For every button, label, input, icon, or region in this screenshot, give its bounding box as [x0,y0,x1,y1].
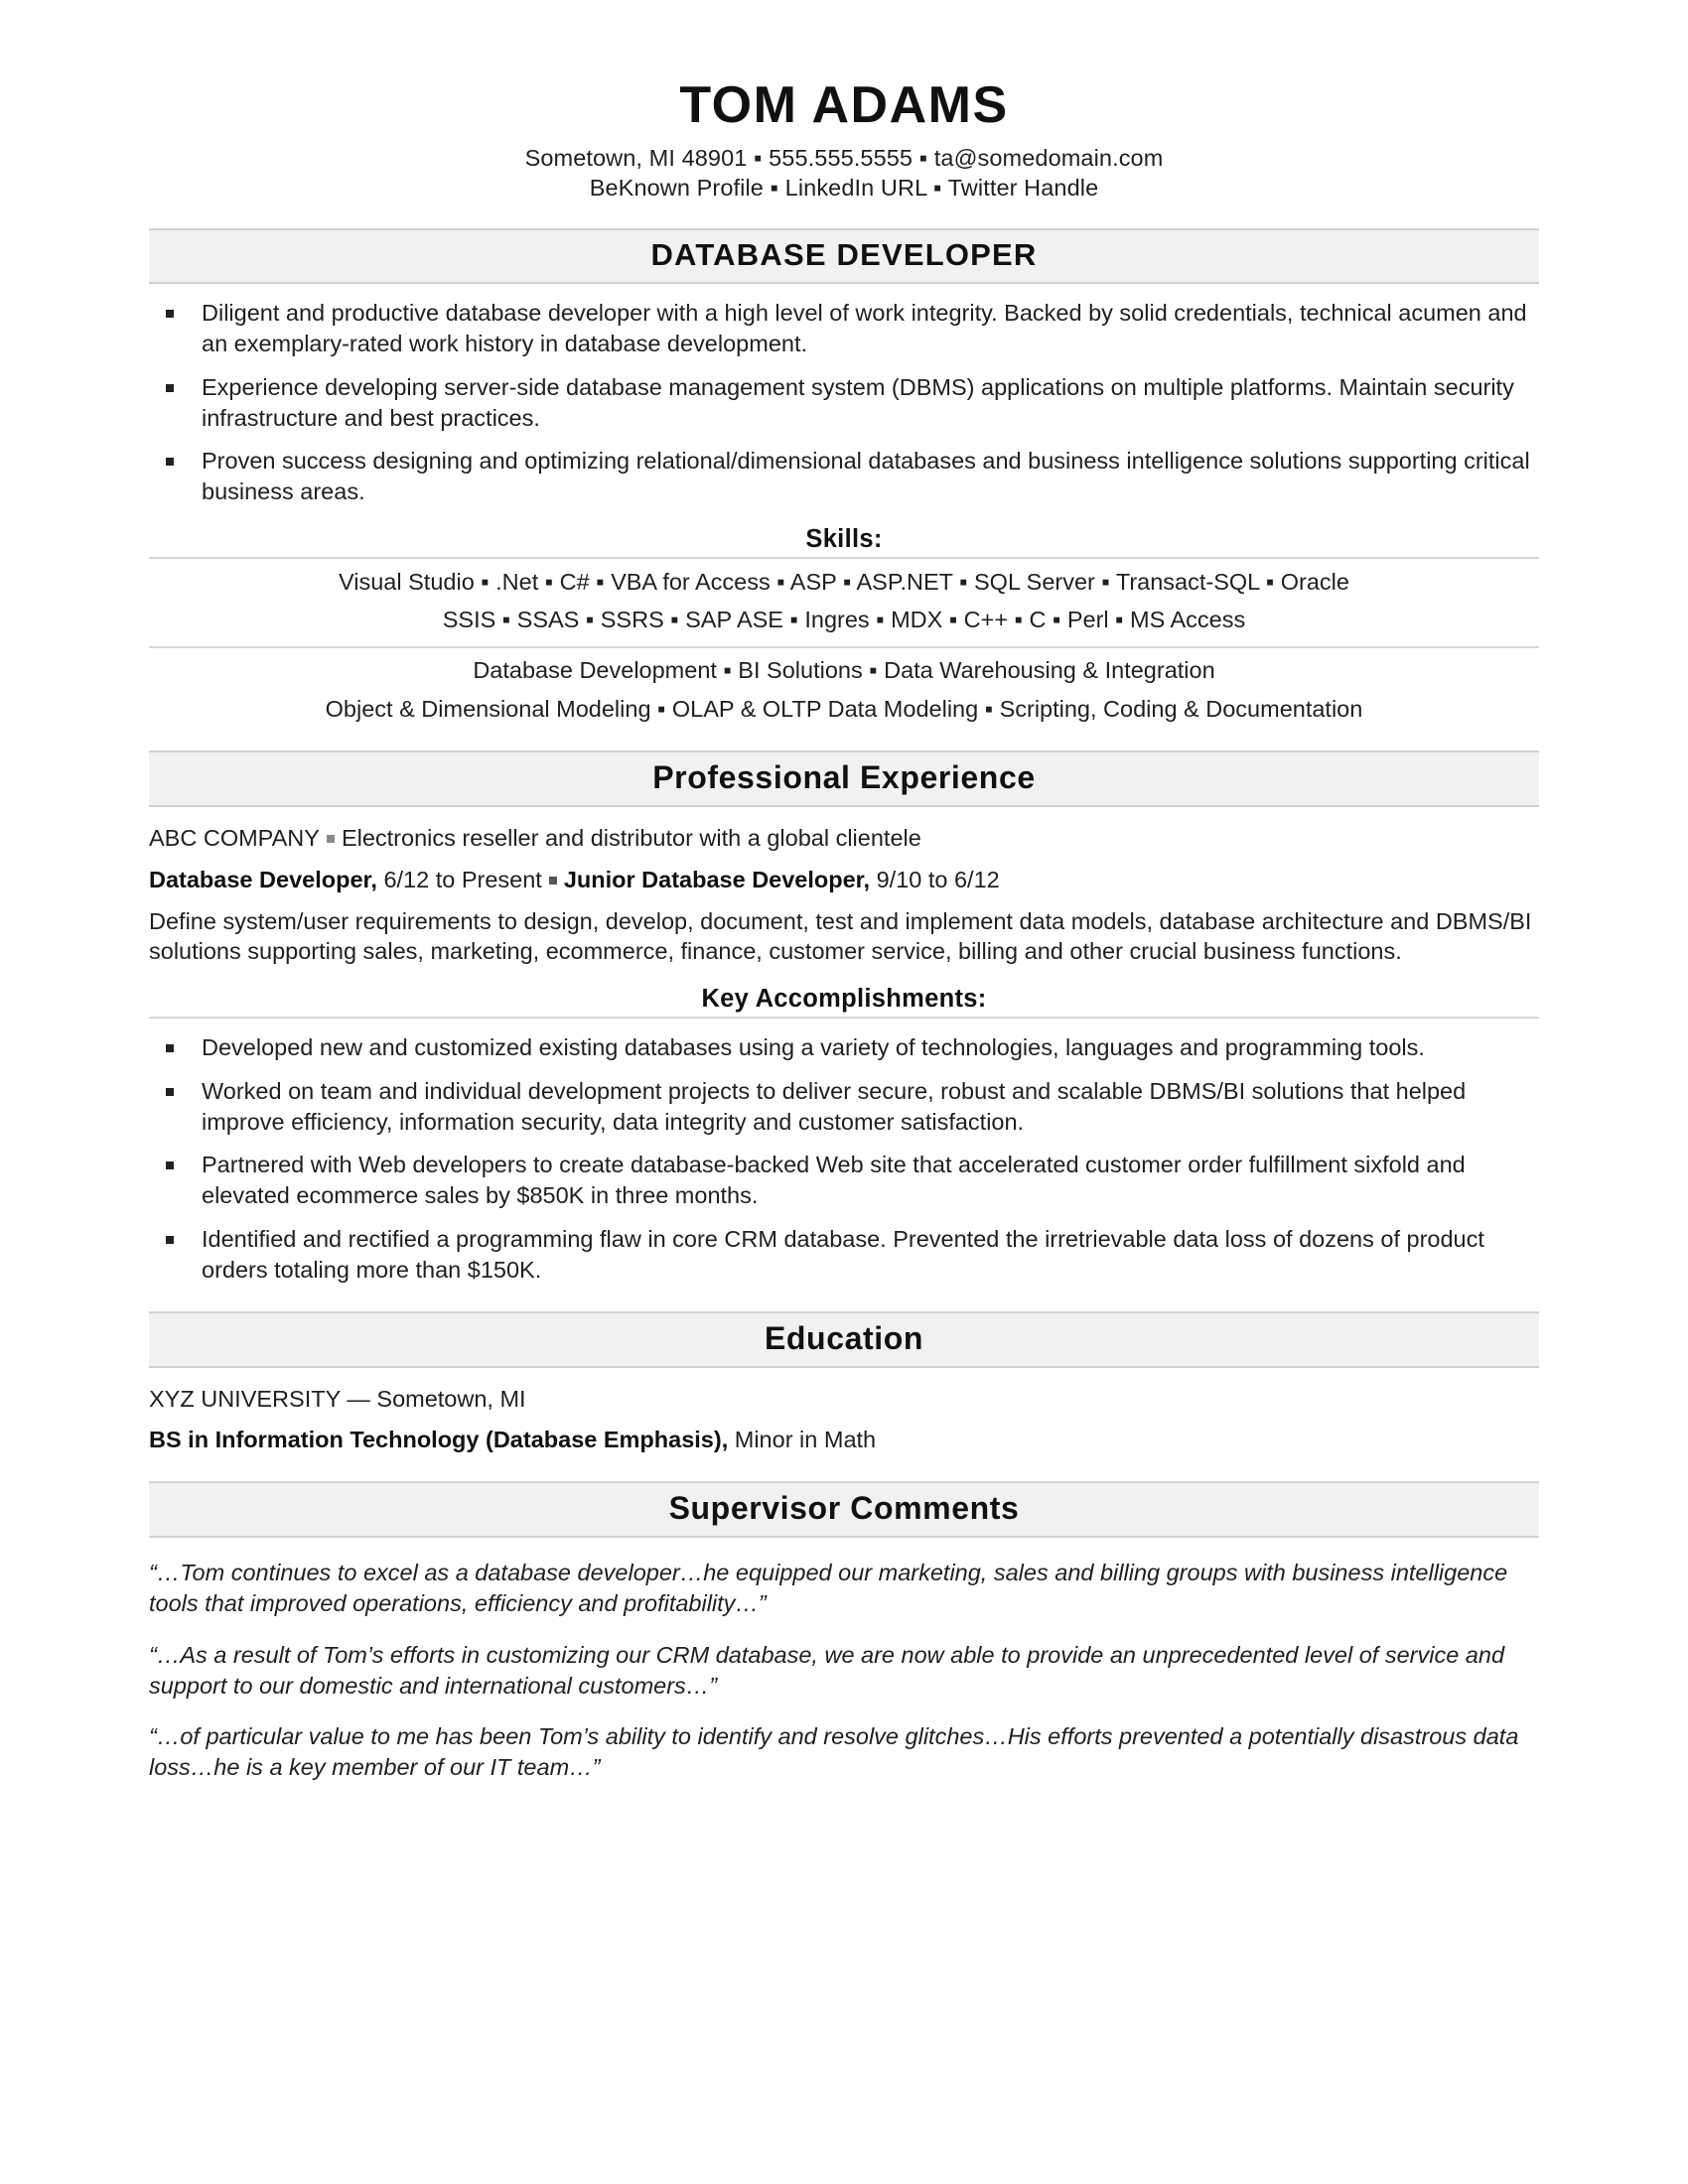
education-school-line: XYZ UNIVERSITY — Sometown, MI [149,1385,526,1412]
contact-line-social: BeKnown Profile ▪ LinkedIn URL ▪ Twitter Handle [589,175,1099,202]
experience-description: Define system/user requirements to design, develop, document, test and implement data models, database architecture and DBMS/BI solutions supporting sales, marketing, ecommerce, finance, customer service, billing and other crucial business functions. [149,907,1532,965]
separator-square-icon [549,877,557,885]
resume-header [149,77,1539,203]
supervisor-comments-banner [149,1481,1539,1538]
competencies-line-secondary: Object & Dimensional Modeling ▪ OLAP & OLTP Data Modeling ▪ Scripting, Coding & Documentation [325,695,1363,722]
list-item: Developed new and customized existing databases using a variety of technologies, languages and programming tools. [149,1032,1539,1063]
skills-heading: Skills: [149,525,1539,559]
summary-bullet-list [149,298,1539,507]
contact-line-primary: Sometown, MI 48901 ▪ 555.555.5555 ▪ ta@somedomain.com [524,145,1164,172]
education-banner [149,1311,1539,1368]
candidate-name: TOM ADAMS [679,76,1009,134]
role-primary-title: Database Developer, [149,866,377,892]
accomplishments-bullet-list [149,1032,1539,1285]
company-name: ABC COMPANY [149,825,320,851]
roles-line [149,865,1539,895]
list-item: Worked on team and individual development projects to deliver secure, robust and scalable DBMS/BI solutions that helped improve efficiency, information security, data integrity and customer satisfaction. [149,1076,1539,1138]
experience-banner [149,751,1539,807]
job-title-banner [149,228,1539,284]
list-item: Identified and rectified a programming flaw in core CRM database. Prevented the irretrievable data loss of dozens of product orders totaling more than $150K. [149,1224,1539,1286]
education-banner-label: Education [764,1319,924,1356]
education-degree-line [149,1425,1539,1455]
list-item: Experience developing server-side database management system (DBMS) applications on multiple platforms. Maintain security infrastructure and best practices. [149,372,1539,434]
role-secondary-dates: 9/10 to 6/12 [876,866,1000,892]
list-item: Proven success designing and optimizing relational/dimensional databases and business intelligence solutions supporting critical business areas. [149,446,1539,507]
skills-line-primary: Visual Studio ▪ .Net ▪ C# ▪ VBA for Access ▪ ASP ▪ ASP.NET ▪ SQL Server ▪ Transact-SQL ▪ Oracle [339,569,1349,595]
list-item: Diligent and productive database developer with a high level of work integrity. Backed by solid credentials, technical acumen and an exemplary-rated work history in database development. [149,298,1539,359]
key-accomplishments-heading: Key Accomplishments: [149,985,1539,1019]
company-line [149,823,1539,854]
company-description: Electronics reseller and distributor with a global clientele [341,825,921,851]
separator-square-icon [327,835,335,843]
education-minor: Minor in Math [734,1427,877,1453]
supervisor-quote: “…As a result of Tom’s efforts in customizing our CRM database, we are now able to provide an unprecedented level of service and support to our domestic and international customers…” [149,1641,1505,1699]
supervisor-comments-banner-label: Supervisor Comments [668,1490,1020,1527]
competencies-line-primary: Database Development ▪ BI Solutions ▪ Data Warehousing & Integration [473,656,1215,683]
job-title-label: DATABASE DEVELOPER [650,237,1038,273]
role-primary-dates: 6/12 to Present [383,866,542,892]
skills-line-secondary: SSIS ▪ SSAS ▪ SSRS ▪ SAP ASE ▪ Ingres ▪ MDX ▪ C++ ▪ C ▪ Perl ▪ MS Access [149,605,1539,647]
role-secondary-title: Junior Database Developer, [563,866,871,892]
list-item: Partnered with Web developers to create database-backed Web site that accelerated customer order fulfillment sixfold and elevated ecommerce sales by $850K in three months. [149,1150,1539,1211]
experience-banner-label: Professional Experience [652,759,1036,795]
supervisor-quote: “…of particular value to me has been Tom’s ability to identify and resolve glitches…His efforts prevented a potentially disastrous data loss…he is a key member of our IT team…” [149,1723,1519,1781]
supervisor-quote: “…Tom continues to excel as a database developer…he equipped our marketing, sales and billing groups with business intelligence tools that improved operations, efficiency and profitability…” [149,1560,1508,1617]
education-degree: BS in Information Technology (Database Emphasis), [149,1427,729,1453]
